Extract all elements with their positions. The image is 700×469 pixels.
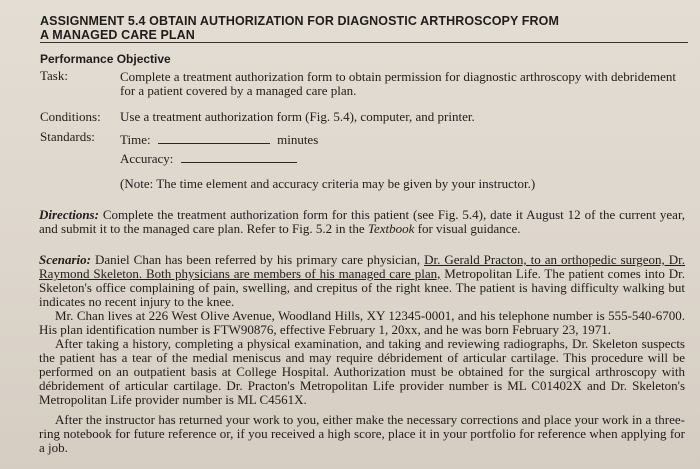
directions-text-end: for visual guidance. [417,221,521,236]
procedure-details: After taking a history, completing a physical examination, and taking and reviewing radiographs, Dr. Skeleton suspects the patient has a tear of the medial meniscus and may require débridement of articular cartilage. This procedure will be performed on an outpatient basis at College Hospital. Authorization must be obtained for the surgical arthroscopy with débridement of articular cartilage. Dr. Practon's Metropolitan Life provider number is ML C01402X and Dr. Skeleton's Metropolitan Life provider number is ML C4561X. [39,336,685,407]
directions-text: Complete the treatment authorization form for this patient (see Fig. 5.4), date it August 12 of the current year, and submit it to the managed care plan. Refer to Fig. 5.2 in the [39,207,686,236]
scenario-text-start: Daniel Chan has been referred by his primary care physician, [95,252,421,267]
assignment-title [40,14,680,42]
scenario-text-end: Metropolitan Life. The patient comes into Dr. Skeleton's office complaining of pain, swelling, and crepitus of the right knee. The patient is having difficulty walking but indicates no recent injury to the knee. [39,266,685,309]
assignment-title-line1: ASSIGNMENT 5.4 OBTAIN AUTHORIZATION FOR DIAGNOSTIC ARTHROSCOPY FROM [40,14,559,28]
scenario-paragraph-1 [39,253,685,309]
scenario-underlined-text: Dr. Gerald Practon, to an orthopedic surgeon, Dr. Raymond Skeleton. Both physicians are members of his managed care plan, [39,252,686,281]
directions-label: Directions: [39,207,99,222]
accuracy-blank-line [181,152,297,163]
note-text: (Note: The time element and accuracy criteria may be given by your instructor.) [120,176,536,191]
directions-paragraph [39,208,685,236]
time-blank-line [158,133,270,144]
assignment-title-line2: A MANAGED CARE PLAN [40,28,195,42]
textbook-reference: Textbook [367,221,415,236]
title-divider [40,42,688,43]
conditions-text: Use a treatment authorization form (Fig. 5.4), computer, and printer. [120,109,475,124]
task-label: Task: [40,68,68,83]
performance-objective-heading: Performance Objective [40,52,171,66]
patient-contact-info: Mr. Chan lives at 226 West Olive Avenue, Woodland Hills, XY 12345-0001, and his telephone number is 555-540-6700. His plan identification number is FTW90876, effective February 1, 20xx, and he was born February 23, 1971. [39,308,685,337]
standards-label: Standards: [40,129,95,144]
time-label: Time: [120,132,151,147]
time-unit: minutes [277,132,319,147]
accuracy-label: Accuracy: [120,151,174,166]
submission-instructions: After the instructor has returned your work to you, either make the necessary corrections and place your work in a three-ring notebook for future reference or, if you received a high score, place it in your portfolio for reference when applying for a job. [39,412,685,455]
conditions-label: Conditions: [40,109,101,124]
task-text: Complete a treatment authorization form to obtain permission for diagnostic arthroscopy with debridement for a patient covered by a managed care plan. [120,69,676,98]
scenario-paragraph-3 [39,337,685,407]
scenario-paragraph-2 [39,309,685,337]
scenario-label: Scenario: [39,252,91,267]
accuracy-row [120,152,297,166]
scenario-paragraph-4 [39,413,685,455]
time-row [120,133,318,147]
